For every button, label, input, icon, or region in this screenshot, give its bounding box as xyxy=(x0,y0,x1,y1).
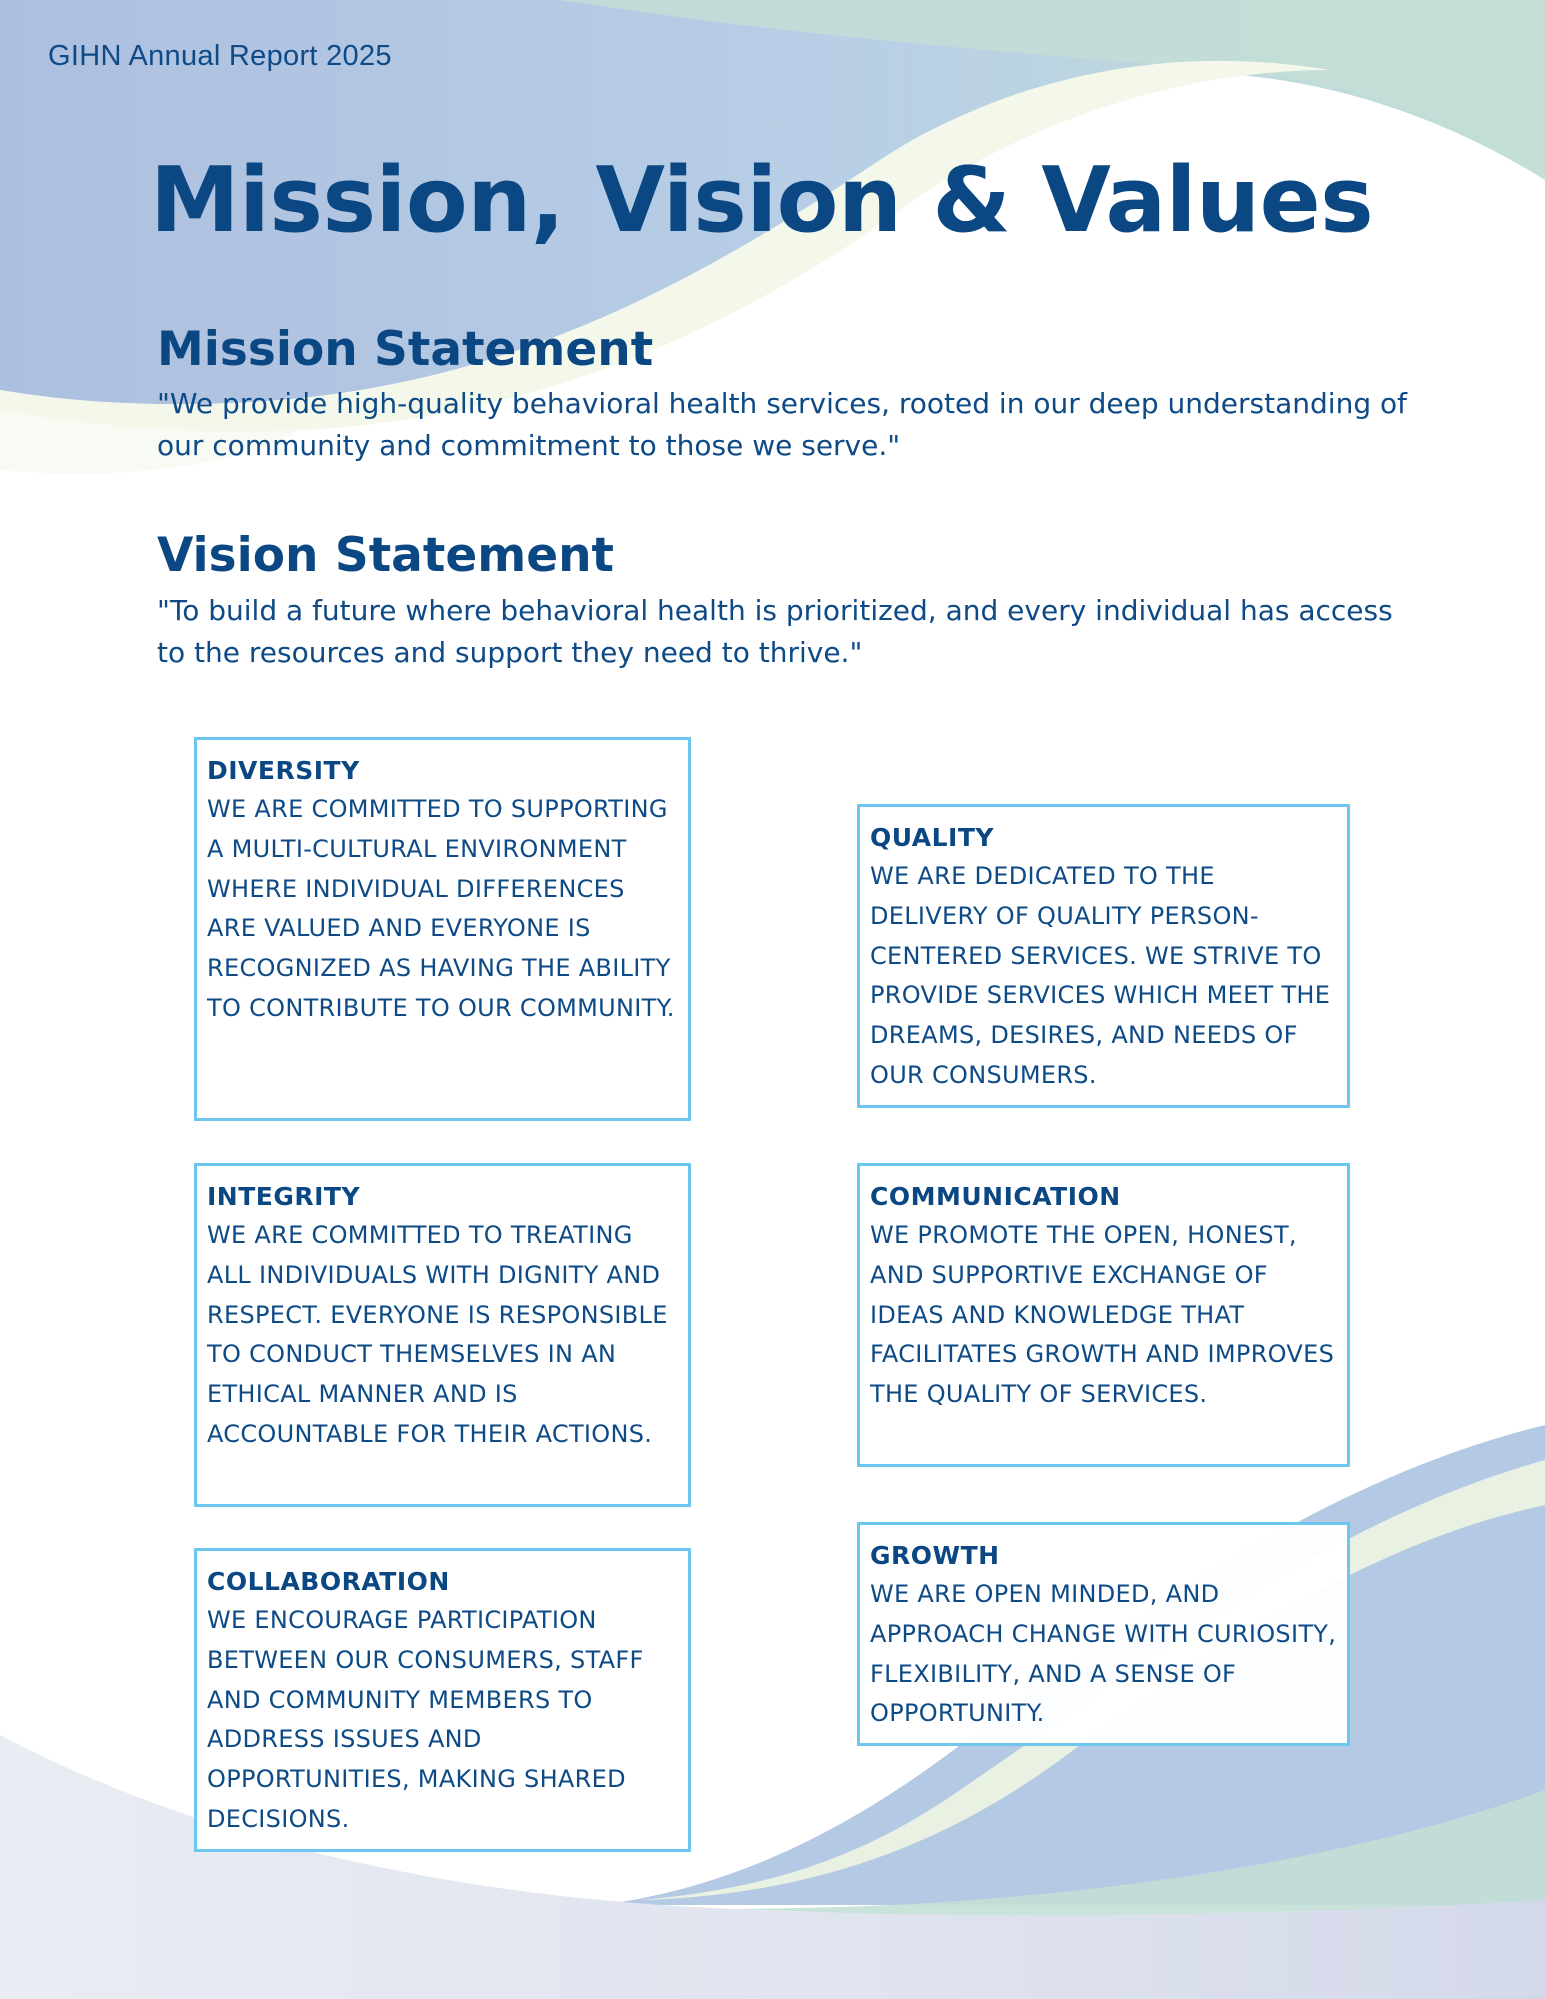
value-box-collaboration xyxy=(194,1548,691,1852)
value-text: WE ARE DEDICATED TO THE DELIVERY OF QUALITY PERSON-CENTERED SERVICES. WE STRIVE TO PROVIDE SERVICES WHICH MEET THE DREAMS, DESIRES, AND NEEDS OF OUR CONSUMERS. xyxy=(870,862,1331,1089)
value-title: GROWTH xyxy=(870,1541,1000,1570)
value-box-communication xyxy=(857,1163,1350,1467)
value-box-diversity xyxy=(194,737,691,1121)
value-text: WE ARE COMMITTED TO SUPPORTING A MULTI-CULTURAL ENVIRONMENT WHERE INDIVIDUAL DIFFERENCES ARE VALUED AND EVERYONE IS RECOGNIZED AS HAVING THE ABILITY TO CONTRIBUTE TO OUR COMMUNITY. xyxy=(207,795,675,1022)
vision-heading: Vision Statement xyxy=(157,528,615,583)
value-text: WE ENCOURAGE PARTICIPATION BETWEEN OUR CONSUMERS, STAFF AND COMMUNITY MEMBERS TO ADDRESS ISSUES AND OPPORTUNITIES, MAKING SHARED DECISIONS. xyxy=(207,1606,644,1833)
value-title: DIVERSITY xyxy=(207,756,360,785)
value-text: WE ARE COMMITTED TO TREATING ALL INDIVIDUALS WITH DIGNITY AND RESPECT. EVERYONE IS RESPONSIBLE TO CONDUCT THEMSELVES IN AN ETHICAL MANNER AND IS ACCOUNTABLE FOR THEIR ACTIONS. xyxy=(207,1221,668,1448)
mission-text: "We provide high-quality behavioral health services, rooted in our deep understanding of our community and commitment to those we serve." xyxy=(157,387,1407,462)
value-text: WE PROMOTE THE OPEN, HONEST, AND SUPPORTIVE EXCHANGE OF IDEAS AND KNOWLEDGE THAT FACILITATES GROWTH AND IMPROVES THE QUALITY OF SERVICES. xyxy=(870,1221,1335,1409)
page-title: Mission, Vision & Values xyxy=(150,148,1374,253)
value-title: COMMUNICATION xyxy=(870,1182,1121,1211)
value-title: COLLABORATION xyxy=(207,1567,450,1596)
value-box-growth xyxy=(857,1522,1350,1746)
value-box-integrity xyxy=(194,1163,691,1507)
value-title: QUALITY xyxy=(870,823,995,852)
value-box-quality xyxy=(857,804,1350,1108)
report-label: GIHN Annual Report 2025 xyxy=(48,40,392,72)
value-text: WE ARE OPEN MINDED, AND APPROACH CHANGE WITH CURIOSITY, FLEXIBILITY, AND A SENSE OF OPPORTUNITY. xyxy=(870,1580,1337,1728)
vision-text: "To build a future where behavioral health is prioritized, and every individual has access to the resources and support they need to thrive." xyxy=(157,594,1393,669)
value-title: INTEGRITY xyxy=(207,1182,361,1211)
mission-heading: Mission Statement xyxy=(157,322,654,377)
